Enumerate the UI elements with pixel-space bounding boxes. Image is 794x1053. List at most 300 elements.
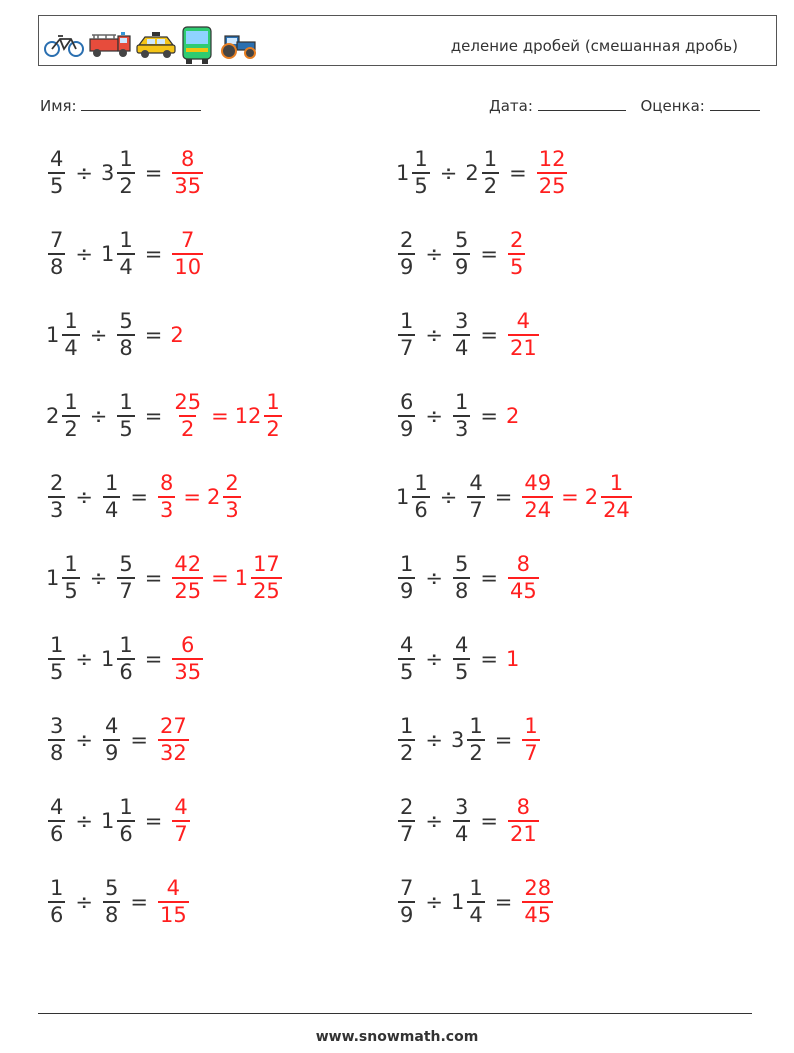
fraction [508, 797, 539, 845]
grade-blank[interactable] [710, 96, 760, 111]
equals-sign: = [130, 890, 148, 914]
denominator: 5 [509, 255, 524, 279]
numerator: 5 [119, 309, 133, 333]
divisor [451, 230, 472, 278]
whole-part: 1 [234, 566, 249, 590]
problem-3 [46, 223, 205, 285]
whole-part: 2 [170, 323, 184, 347]
problem-15 [46, 709, 191, 771]
denominator: 9 [400, 579, 414, 603]
fraction [223, 473, 240, 521]
numerator: 4 [166, 876, 181, 900]
answer [506, 554, 541, 602]
fraction [62, 554, 79, 602]
whole-part: 1 [100, 809, 115, 833]
divide-sign: ÷ [425, 404, 443, 428]
fraction [251, 554, 282, 602]
divisor [451, 797, 472, 845]
fraction [453, 797, 470, 845]
fraction [48, 149, 65, 197]
answer-value [170, 392, 205, 440]
numerator: 2 [509, 228, 524, 252]
numerator: 1 [64, 390, 78, 414]
denominator: 21 [509, 336, 537, 360]
problem-17 [46, 790, 192, 852]
numerator: 3 [454, 309, 469, 333]
denominator: 4 [119, 255, 133, 279]
answer-value [506, 554, 541, 602]
divide-sign: ÷ [425, 809, 443, 833]
answer [170, 797, 191, 845]
numerator: 1 [609, 471, 624, 495]
answer [506, 404, 520, 428]
divisor [101, 635, 137, 683]
denominator: 5 [64, 579, 78, 603]
answer [170, 554, 283, 602]
whole-part: 1 [46, 566, 60, 590]
fraction [398, 554, 415, 602]
whole-part: 1 [505, 647, 520, 671]
denominator: 5 [50, 174, 64, 198]
answer [170, 392, 283, 440]
fraction [172, 230, 203, 278]
divisor [101, 230, 137, 278]
fraction [172, 797, 189, 845]
fraction [264, 392, 281, 440]
equals-sign: = [144, 566, 163, 590]
equals-sign: = [144, 404, 163, 428]
whole-part: 2 [206, 485, 221, 509]
dividend [396, 473, 432, 521]
denominator: 24 [524, 498, 552, 522]
fraction [48, 473, 65, 521]
numerator: 1 [454, 390, 469, 414]
denominator: 7 [119, 579, 133, 603]
divide-sign: ÷ [425, 728, 443, 752]
problem-14 [396, 628, 520, 690]
tractor-icon [217, 30, 259, 60]
answer [156, 716, 191, 764]
numerator: 1 [119, 795, 133, 819]
dividend [46, 554, 82, 602]
answer-value [170, 149, 205, 197]
worksheet-header [38, 15, 777, 66]
fire-truck-icon [88, 31, 132, 59]
equals-sign: = [480, 809, 498, 833]
fraction [117, 392, 134, 440]
numerator: 49 [524, 471, 552, 495]
problem-11 [46, 547, 284, 609]
numerator: 3 [50, 714, 64, 738]
denominator: 5 [454, 660, 469, 684]
divisor [115, 554, 136, 602]
fraction [172, 392, 203, 440]
denominator: 6 [50, 822, 64, 846]
answer [170, 149, 205, 197]
problem-18 [396, 790, 541, 852]
denominator: 2 [64, 417, 78, 441]
answer-value [156, 878, 191, 926]
denominator: 35 [174, 660, 202, 684]
header-icons [43, 25, 259, 65]
fraction [467, 716, 484, 764]
divide-sign: ÷ [75, 809, 93, 833]
numerator: 27 [159, 714, 187, 738]
whole-part: 1 [46, 323, 60, 347]
denominator: 6 [50, 903, 64, 927]
numerator: 1 [50, 633, 64, 657]
fraction [158, 878, 189, 926]
whole-part: 1 [100, 647, 115, 671]
dividend [46, 149, 67, 197]
answer-value [156, 716, 191, 764]
name-blank[interactable] [81, 96, 201, 111]
equals-sign: = [494, 485, 513, 509]
numerator: 2 [400, 228, 414, 252]
numerator: 1 [119, 633, 133, 657]
equals-sign: = [480, 242, 498, 266]
divide-sign: ÷ [75, 728, 93, 752]
fraction [48, 230, 65, 278]
divisor [101, 473, 122, 521]
fraction [482, 149, 499, 197]
dividend [46, 392, 82, 440]
answer [520, 473, 633, 521]
answer [156, 878, 191, 926]
divisor [451, 392, 472, 440]
bicycle-icon [43, 31, 85, 59]
whole-part: 1 [396, 161, 410, 185]
whole-part: 1 [396, 485, 410, 509]
dividend [46, 311, 82, 359]
denominator: 21 [509, 822, 537, 846]
answer-value [506, 230, 527, 278]
denominator: 5 [50, 660, 64, 684]
numerator: 1 [414, 471, 428, 495]
answer [506, 797, 541, 845]
equals-sign: = [144, 647, 163, 671]
divide-sign: ÷ [425, 323, 443, 347]
equals-sign: = [144, 242, 163, 266]
answer-value [170, 230, 205, 278]
fraction [117, 311, 134, 359]
denominator: 2 [119, 174, 133, 198]
fraction [398, 230, 415, 278]
numerator: 7 [181, 228, 195, 252]
fraction [522, 878, 553, 926]
fraction [453, 311, 470, 359]
numerator: 28 [524, 876, 552, 900]
numerator: 4 [174, 795, 188, 819]
problem-6 [396, 304, 541, 366]
dividend [396, 554, 417, 602]
numerator: 4 [454, 633, 469, 657]
grade-label: Оценка: [640, 97, 705, 115]
numerator: 4 [50, 147, 64, 171]
worksheet-title: деление дробей (смешанная дробь) [450, 37, 738, 55]
dividend [46, 878, 67, 926]
answer-value [535, 149, 570, 197]
footer-site: www.snowmath.com [315, 1029, 479, 1045]
equals-sign: = [480, 647, 498, 671]
fraction [117, 230, 134, 278]
answer [170, 635, 205, 683]
fraction [48, 635, 65, 683]
denominator: 3 [454, 417, 469, 441]
whole-part: 1 [450, 890, 465, 914]
denominator: 7 [174, 822, 188, 846]
fraction [398, 716, 415, 764]
divisor [115, 392, 136, 440]
problem-16 [396, 709, 542, 771]
problem-5 [46, 304, 185, 366]
numerator: 8 [181, 147, 195, 171]
name-field [40, 96, 201, 115]
problem-2 [396, 142, 569, 204]
equals-sign: = [144, 161, 163, 185]
denominator: 2 [181, 417, 195, 441]
equals-sign: = [480, 566, 498, 590]
divide-sign: ÷ [75, 890, 93, 914]
fraction [398, 311, 415, 359]
fraction [453, 392, 470, 440]
problem-7 [46, 385, 284, 447]
denominator: 7 [400, 822, 414, 846]
numerator: 4 [400, 633, 414, 657]
numerator: 1 [50, 876, 64, 900]
dividend [46, 635, 67, 683]
bus-icon [180, 25, 214, 65]
dividend [46, 716, 67, 764]
fraction [522, 716, 539, 764]
denominator: 10 [174, 255, 202, 279]
date-blank[interactable] [538, 96, 626, 111]
denominator: 6 [119, 660, 133, 684]
fraction [117, 635, 134, 683]
fraction [508, 230, 525, 278]
numerator: 7 [50, 228, 64, 252]
divide-sign: ÷ [425, 242, 443, 266]
dividend [46, 473, 67, 521]
denominator: 8 [119, 336, 133, 360]
denominator: 8 [50, 255, 64, 279]
fraction [398, 878, 415, 926]
divide-sign: ÷ [425, 647, 443, 671]
numerator: 1 [469, 714, 483, 738]
denominator: 4 [64, 336, 78, 360]
problem-8 [396, 385, 520, 447]
denominator: 4 [454, 336, 469, 360]
denominator: 9 [400, 903, 414, 927]
fraction [62, 311, 79, 359]
fraction [158, 473, 175, 521]
equals-sign: = [130, 728, 148, 752]
answer-value [506, 311, 541, 359]
fraction [412, 149, 429, 197]
dividend [396, 797, 417, 845]
divide-sign: ÷ [75, 647, 93, 671]
fraction [103, 473, 120, 521]
fraction [453, 230, 470, 278]
answer [506, 311, 541, 359]
numerator: 12 [538, 147, 566, 171]
denominator: 8 [104, 903, 119, 927]
footer-divider [38, 1013, 752, 1014]
divide-sign: ÷ [89, 404, 108, 428]
answer-value [585, 473, 634, 521]
denominator: 4 [104, 498, 119, 522]
equals-sign: = [509, 161, 527, 185]
numerator: 6 [400, 390, 414, 414]
numerator: 5 [454, 552, 469, 576]
divide-sign: ÷ [89, 566, 108, 590]
fraction [62, 392, 79, 440]
numerator: 8 [159, 471, 174, 495]
answer-value [520, 878, 555, 926]
answer-value [156, 473, 177, 521]
denominator: 9 [454, 255, 469, 279]
denominator: 3 [159, 498, 174, 522]
numerator: 1 [400, 309, 414, 333]
fraction [117, 554, 134, 602]
denominator: 45 [509, 579, 537, 603]
divisor [451, 554, 472, 602]
denominator: 25 [538, 174, 566, 198]
problem-20 [396, 871, 555, 933]
numerator: 1 [64, 552, 78, 576]
whole-part: 3 [100, 161, 115, 185]
fraction [172, 635, 203, 683]
denominator: 45 [524, 903, 552, 927]
answer-value [520, 473, 555, 521]
problem-12 [396, 547, 541, 609]
fraction [467, 473, 484, 521]
dividend [396, 716, 417, 764]
fraction [412, 473, 429, 521]
answer [170, 230, 205, 278]
denominator: 35 [174, 174, 202, 198]
fraction [158, 716, 189, 764]
denominator: 7 [469, 498, 483, 522]
whole-part: 2 [465, 161, 479, 185]
answer [506, 647, 520, 671]
denominator: 5 [400, 660, 414, 684]
numerator: 25 [174, 390, 202, 414]
problem-13 [46, 628, 205, 690]
dividend [396, 311, 417, 359]
equals-sign: = [130, 485, 148, 509]
problem-4 [396, 223, 527, 285]
answer-equals-sign: = [211, 566, 229, 590]
numerator: 42 [174, 552, 202, 576]
problem-10 [396, 466, 634, 528]
denominator: 2 [483, 174, 498, 198]
answer-value [520, 716, 541, 764]
numerator: 1 [119, 390, 133, 414]
numerator: 7 [400, 876, 414, 900]
problem-9 [46, 466, 243, 528]
fraction [508, 554, 539, 602]
equals-sign: = [494, 890, 513, 914]
numerator: 4 [469, 471, 483, 495]
divide-sign: ÷ [75, 242, 93, 266]
numerator: 1 [400, 714, 414, 738]
numerator: 1 [524, 714, 538, 738]
numerator: 1 [64, 309, 78, 333]
numerator: 6 [181, 633, 195, 657]
numerator: 1 [483, 147, 498, 171]
fraction [537, 149, 568, 197]
problem-1 [46, 142, 205, 204]
denominator: 15 [159, 903, 187, 927]
denominator: 32 [159, 741, 187, 765]
answer-value [170, 635, 205, 683]
numerator: 5 [454, 228, 469, 252]
divisor [451, 635, 472, 683]
fraction [453, 554, 470, 602]
whole-part: 2 [46, 404, 60, 428]
numerator: 1 [400, 552, 414, 576]
equals-sign: = [494, 728, 513, 752]
divisor [451, 878, 487, 926]
taxi-icon [135, 31, 177, 59]
fraction [398, 797, 415, 845]
denominator: 25 [253, 579, 280, 603]
answer-value [170, 554, 205, 602]
dividend [396, 149, 432, 197]
fraction [117, 797, 134, 845]
denominator: 5 [119, 417, 133, 441]
fraction [172, 149, 203, 197]
answer [520, 716, 541, 764]
denominator: 24 [603, 498, 630, 522]
denominator: 9 [400, 417, 414, 441]
numerator: 1 [414, 147, 428, 171]
equals-sign: = [144, 809, 163, 833]
fraction [103, 878, 120, 926]
divisor [465, 149, 501, 197]
numerator: 4 [50, 795, 64, 819]
numerator: 1 [469, 876, 483, 900]
divide-sign: ÷ [439, 485, 458, 509]
name-label: Имя: [40, 97, 77, 115]
denominator: 3 [225, 498, 239, 522]
answer [520, 878, 555, 926]
answer-equals-sign: = [183, 485, 201, 509]
fraction [467, 878, 484, 926]
numerator: 4 [104, 714, 119, 738]
denominator: 7 [524, 741, 538, 765]
dividend [396, 878, 417, 926]
divide-sign: ÷ [89, 323, 108, 347]
divide-sign: ÷ [439, 161, 458, 185]
denominator: 2 [469, 741, 483, 765]
numerator: 2 [225, 471, 239, 495]
fraction [48, 797, 65, 845]
answer-value [235, 392, 284, 440]
answer [156, 473, 243, 521]
whole-part: 2 [505, 404, 520, 428]
dividend [396, 230, 417, 278]
denominator: 4 [469, 903, 483, 927]
denominator: 6 [414, 498, 428, 522]
answer-equals-sign: = [561, 485, 579, 509]
denominator: 2 [266, 417, 280, 441]
denominator: 9 [400, 255, 414, 279]
answer-value [207, 473, 243, 521]
divisor [465, 473, 486, 521]
divide-sign: ÷ [75, 485, 93, 509]
